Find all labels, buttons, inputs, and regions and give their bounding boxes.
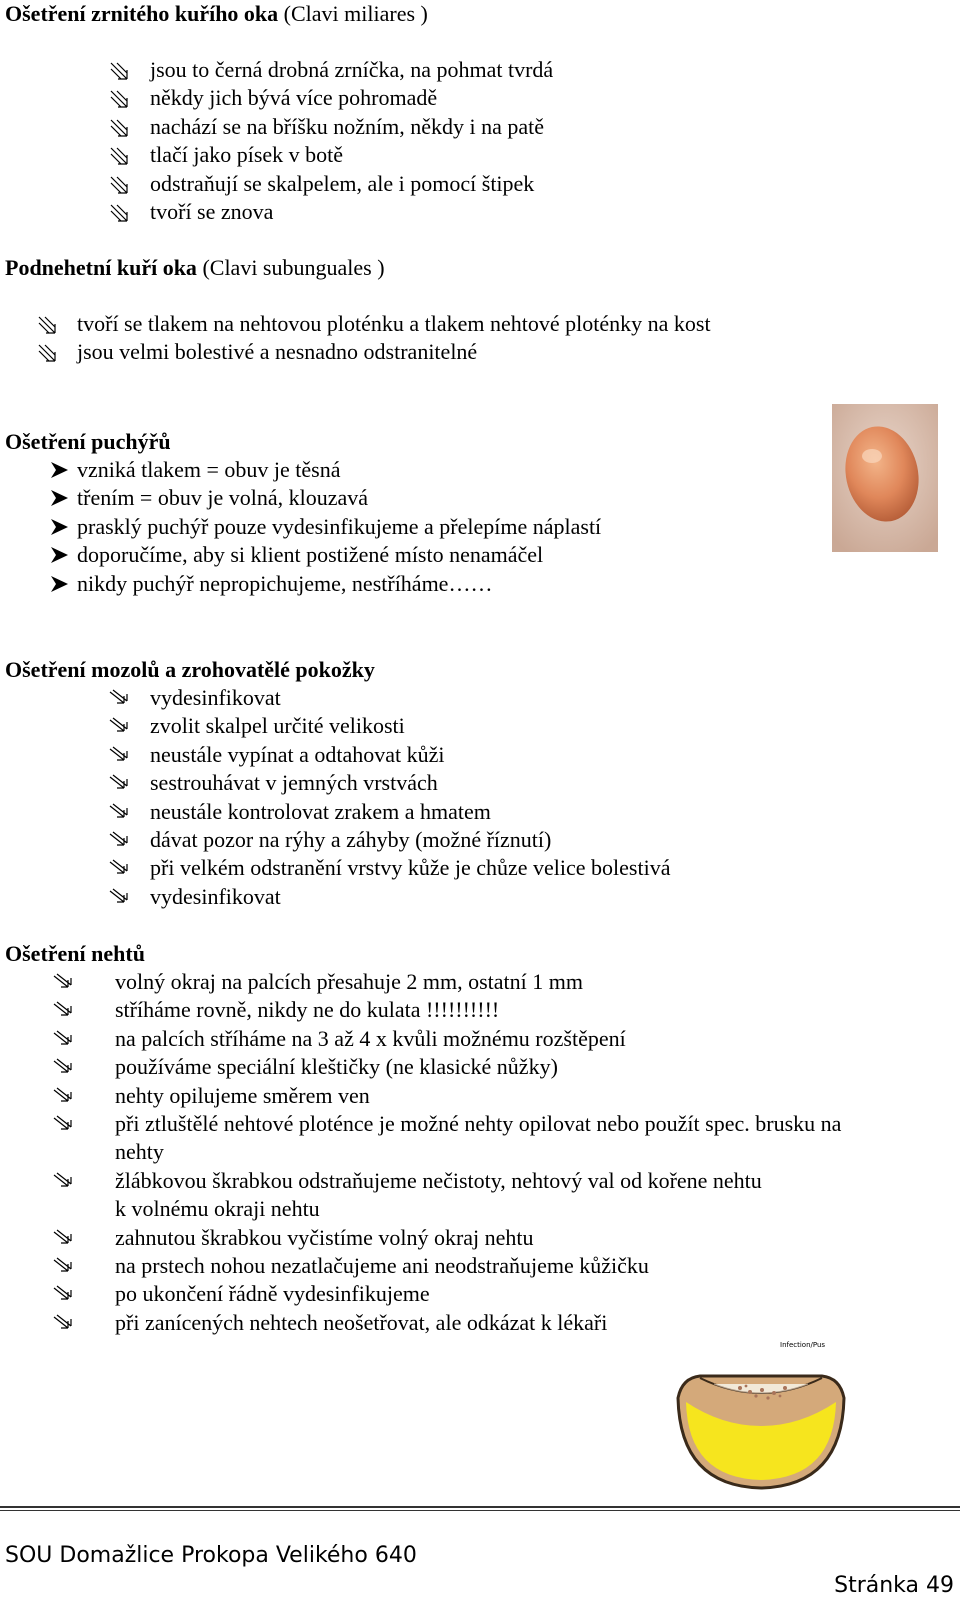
footer-school: SOU Domažlice Prokopa Velikého 640 <box>5 1543 417 1568</box>
arrowhead-bullet-icon <box>48 541 70 569</box>
list-item: při ztluštělé nehtové ploténce je možné nehty opilovat nebo použít spec. brusku na <box>115 1111 842 1136</box>
arrowhead-bullet-icon <box>48 570 70 598</box>
arrow-bullet-icon <box>52 1309 74 1337</box>
list-item: sestrouhávat v jemných vrstvách <box>150 770 438 796</box>
list-item: tlačí jako písek v botě <box>150 142 344 168</box>
list-item: nikdy puchýř nepropichujeme, nestříháme…… <box>77 570 493 596</box>
arrow-bullet-icon <box>52 1224 74 1252</box>
arrow-bullet-icon <box>52 1280 74 1308</box>
list-item: jsou velmi bolestivé a nesnadno odstranitelné <box>77 339 478 365</box>
footer-rule <box>0 1506 960 1508</box>
arrow-bullet-icon <box>108 170 130 198</box>
list-item: dávat pozor na rýhy a záhyby (možné říznutí) <box>150 827 552 852</box>
arrow-bullet-icon <box>52 1082 74 1110</box>
arrow-bullet-icon <box>52 1252 74 1280</box>
section-title-nehty: Ošetření nehtů <box>5 941 145 966</box>
blister-photo <box>832 404 938 552</box>
list-item: jsou to černá drobná zrníčka, na pohmat tvrdá <box>150 57 554 82</box>
arrowhead-bullet-icon <box>48 513 70 541</box>
arrow-bullet-icon <box>52 996 74 1024</box>
list-item: neustále vypínat a odtahovat kůži <box>150 741 445 767</box>
arrow-bullet-icon <box>108 769 130 797</box>
section-title-mozoly: Ošetření mozolů a zrohovatělé pokožky <box>5 657 375 682</box>
arrowhead-bullet-icon <box>48 456 70 484</box>
section-title-clavi-subunguales: Podnehetní kuří oka (Clavi subunguales ) <box>5 255 385 280</box>
nail-infection-diagram <box>670 1338 852 1490</box>
list-item: na palcích stříháme na 3 až 4 x kvůli možnému rozštěpení <box>115 1025 626 1051</box>
list-item: při zanícených nehtech neošetřovat, ale odkázat k lékaři <box>115 1309 608 1335</box>
list-item: tvoří se tlakem na nehtovou ploténku a tlakem nehtové ploténky na kost <box>77 311 711 336</box>
list-item: vydesinfikovat <box>150 685 281 710</box>
list-item: doporučíme, aby si klient postižené místo nenamáčel <box>77 542 544 568</box>
list-item: třením = obuv je volná, klouzavá <box>77 485 368 511</box>
arrow-bullet-icon <box>36 310 58 338</box>
list-item: nehty opilujeme směrem ven <box>115 1082 370 1108</box>
arrow-bullet-icon <box>108 56 130 84</box>
diagram-label: Infection/Pus <box>780 1341 826 1349</box>
list-item: žlábkovou škrabkou odstraňujeme nečistoty, nehtový val od kořene nehtu <box>115 1167 762 1193</box>
section-title-puchyre: Ošetření puchýřů <box>5 429 171 454</box>
arrow-bullet-icon <box>108 741 130 769</box>
footer-rule-thin <box>0 1510 960 1511</box>
list-item: prasklý puchýř pouze vydesinfikujeme a přelepíme náplastí <box>77 513 602 539</box>
arrow-bullet-icon <box>108 684 130 712</box>
list-item: používáme speciální kleštičky (ne klasické nůžky) <box>115 1054 558 1080</box>
section-title-clavi-miliares: Ošetření zrnitého kuřího oka (Clavi miliares ) <box>5 1 428 26</box>
list-item: tvoří se znova <box>150 199 274 224</box>
list-item: na prstech nohou nezatlačujeme ani neodstraňujeme kůžičku <box>115 1253 649 1278</box>
list-item: zvolit skalpel určité velikosti <box>150 713 405 739</box>
list-item: nachází se na bříšku nožním, někdy i na patě <box>150 113 545 139</box>
arrowhead-bullet-icon <box>48 484 70 512</box>
arrow-bullet-icon <box>52 968 74 996</box>
list-item: při velkém odstranění vrstvy kůže je chůze velice bolestivá <box>150 855 671 881</box>
arrow-bullet-icon <box>108 712 130 740</box>
arrow-bullet-icon <box>52 1167 74 1195</box>
arrow-bullet-icon <box>108 854 130 882</box>
list-item: vydesinfikovat <box>150 883 281 909</box>
arrow-bullet-icon <box>108 798 130 826</box>
arrow-bullet-icon <box>36 338 58 366</box>
list-item: nehty <box>115 1139 164 1165</box>
arrow-bullet-icon <box>108 826 130 854</box>
footer-page-number: Stránka 49 <box>834 1573 954 1598</box>
list-item: zahnutou škrabkou vyčistíme volný okraj nehtu <box>115 1224 534 1250</box>
list-item: neustále kontrolovat zrakem a hmatem <box>150 798 491 824</box>
list-item: někdy jich bývá více pohromadě <box>150 85 438 111</box>
list-item: po ukončení řádně vydesinfikujeme <box>115 1281 430 1307</box>
arrow-bullet-icon <box>108 141 130 169</box>
arrow-bullet-icon <box>52 1053 74 1081</box>
arrow-bullet-icon <box>52 1110 74 1138</box>
list-item: odstraňují se skalpelem, ale i pomocí štipek <box>150 170 535 196</box>
arrow-bullet-icon <box>108 883 130 911</box>
list-item: vzniká tlakem = obuv je těsná <box>77 457 341 482</box>
list-item: k volnému okraji nehtu <box>115 1196 320 1222</box>
list-item: volný okraj na palcích přesahuje 2 mm, ostatní 1 mm <box>115 969 584 994</box>
list-item: stříháme rovně, nikdy ne do kulata !!!!!!!!!! <box>115 997 500 1023</box>
arrow-bullet-icon <box>108 198 130 226</box>
arrow-bullet-icon <box>52 1025 74 1053</box>
arrow-bullet-icon <box>108 113 130 141</box>
arrow-bullet-icon <box>108 84 130 112</box>
